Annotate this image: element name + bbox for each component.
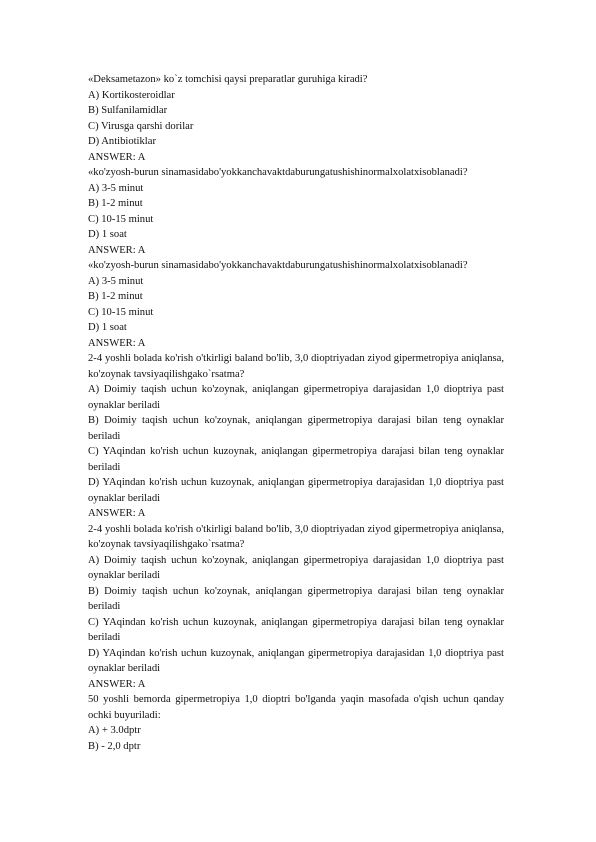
answer-text: ANSWER: A [88,244,146,256]
option-d: D) 1 soat [88,322,127,333]
question-text: «ko'zyosh-burun sinamasidabo'yokkanchavaktdaburungatushishinormalxolatxisoblanadi? [88,167,468,178]
option-c: C) Virusga qarshi dorilar [88,120,194,132]
option-b: B) Doimiy taqish uchun ko'zoynak, aniqlangan gipermetropiya darajasi bilan teng oynaklar beriladi [88,585,504,612]
option-a: A) 3-5 minut [88,182,144,194]
option-c: C) YAqindan ko'rish uchun kuzoynak, aniqlangan gipermetropiya darajasi bilan teng oynaklar beriladi [88,446,504,473]
option-d: D) Antibiotiklar [88,136,156,147]
answer-text: ANSWER: A [88,151,146,163]
option-c: C) 10-15 minut [88,213,154,225]
question-text: «ko'zyosh-burun sinamasidabo'yokkanchavaktdaburungatushishinormalxolatxisoblanadi? [88,260,468,271]
option-a: A) Doimiy taqish uchun ko'zoynak, aniqlangan gipermetropiya darajasidan 1,0 dioptriya past oynaklar beriladi [88,554,504,581]
option-b: B) 1-2 minut [88,198,143,209]
option-d: D) YAqindan ko'rish uchun kuzoynak, aniqlangan gipermetropiya darajasidan 1,0 dioptriya past oynaklar beriladi [88,477,504,504]
option-a: A) Kortikosteroidlar [88,89,175,101]
option-c: C) 10-15 minut [88,306,154,318]
question-text: 2-4 yoshli bolada ko'rish o'tkirligi baland bo'lib, 3,0 dioptriyadan ziyod gipermetropiya aniqlansa, ko'zoynak tavsiyaqilishgako`rsatma? [88,353,504,380]
option-d: D) YAqindan ko'rish uchun kuzoynak, aniqlangan gipermetropiya darajasidan 1,0 dioptriya past oynaklar beriladi [88,647,504,674]
option-b: B) Doimiy taqish uchun ko'zoynak, aniqlangan gipermetropiya darajasi bilan teng oynaklar beriladi [88,415,504,442]
option-c: C) YAqindan ko'rish uchun kuzoynak, aniqlangan gipermetropiya darajasi bilan teng oynaklar beriladi [88,616,504,643]
answer-text: ANSWER: A [88,508,146,519]
answer-text: ANSWER: A [88,337,146,349]
option-d: D) 1 soat [88,229,127,240]
option-b: B) 1-2 minut [88,291,143,302]
question-text: 2-4 yoshli bolada ko'rish o'tkirligi baland bo'lib, 3,0 dioptriyadan ziyod gipermetropiya aniqlansa, ko'zoynak tavsiyaqilishgako`rsatma? [88,523,504,550]
option-a: A) Doimiy taqish uchun ko'zoynak, aniqlangan gipermetropiya darajasidan 1,0 dioptriya past oynaklar beriladi [88,384,504,411]
option-a: A) 3-5 minut [88,275,144,287]
option-a: A) + 3.0dptr [88,725,141,736]
question-text: 50 yoshli bemorda gipermetropiya 1,0 dioptri bo'lganda yaqin masofada o'qish uchun qanday ochki buyuriladi: [88,694,504,721]
option-b: B) - 2,0 dptr [88,740,141,752]
quiz-content [88,72,504,754]
option-b: B) Sulfanilamidlar [88,105,168,116]
answer-text: ANSWER: A [88,678,146,690]
question-text: «Deksametazon» ko`z tomchisi qaysi preparatlar guruhiga kiradi? [88,74,368,85]
